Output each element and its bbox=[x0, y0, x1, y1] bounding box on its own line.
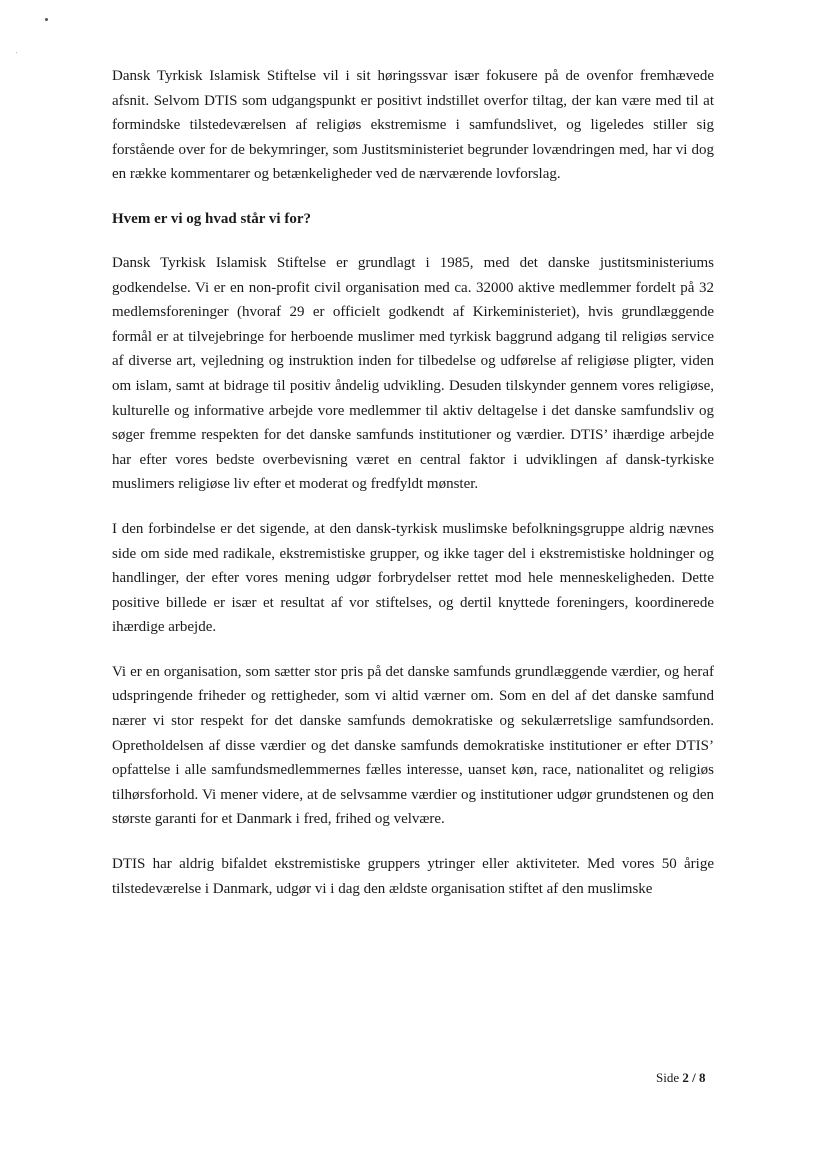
scan-speck bbox=[45, 18, 48, 21]
page-footer bbox=[656, 1070, 706, 1086]
body-paragraph: I den forbindelse er det sigende, at den dansk-tyrkisk muslimske befolkningsgruppe aldrig nævnes side om side med radikale, ekstremistiske grupper, og ikke tager del i ekstremistiske holdninger og handlinger, der efter vores mening udgør forbrydelser rettet mod hele menneskeligheden. Dette positive billede er især et resultat af vor stiftelses, og dertil knyttede foreningers, koordinerede ihærdige arbejde. bbox=[112, 520, 714, 636]
body-paragraph: Dansk Tyrkisk Islamisk Stiftelse er grundlagt i 1985, med det danske justitsministeriums godkendelse. Vi er en non-profit civil organisation med ca. 32000 aktive medlemmer fordelt på 32 medlemsforeninger (hvoraf 29 er officielt godkendt af Kirkeministeriet), hvis grundlæggende formål er at tilvejebringe for herboende muslimer med tyrkisk baggrund adgang til religiøs service af diverse art, vejledning og instruktion inden for tilbedelse og udførelse af religiøse pligter, viden om islam, samt at bidrage til positiv åndelig udvikling. Desuden tilskynder gennem vores religiøse, kulturelle og informative arbejde vore medlemmer til aktiv deltagelse i det danske samfundsliv og søger fremme respekten for det danske samfunds institutioner og værdier. DTIS’ ihærdige arbejde har efter vores bedste overbevisning været en central faktor i udviklingen af dansk-tyrkiske muslimers religiøse liv efter et moderat og fredfyldt mønster. bbox=[112, 254, 714, 493]
page-number: 2 / 8 bbox=[682, 1070, 706, 1085]
intro-paragraph: Dansk Tyrkisk Islamisk Stiftelse vil i sit høringssvar især fokusere på de ovenfor fremhævede afsnit. Selvom DTIS som udgangspunkt er positivt indstillet overfor tiltag, der kan være med til at formindske tilstedeværelsen af religiøs ekstremisme i samfundslivet, og ligeledes stiller sig forstående over for de bekymringer, som Justitsministeriet begrunder lovændringen med, har vi dog en række kommentarer og betænkeligheder ved de nærværende lovforslag. bbox=[112, 68, 714, 183]
document-body bbox=[112, 64, 714, 921]
body-paragraph: Vi er en organisation, som sætter stor pris på det danske samfunds grundlæggende værdier, og heraf udspringende friheder og rettigheder, som vi altid værner om. Som en del af det danske samfund nærer vi stor respekt for det danske samfunds demokratiske og sekulærretslige samfundsorden. Opretholdelsen af disse værdier og det danske samfunds demokratiske institutioner er efter DTIS’ opfattelse i alle samfundsmedlemmernes fælles interesse, uanset køn, race, nationalitet og religiøs tilhørsforhold. Vi mener videre, at de selvsamme værdier og institutioner udgør grundstenen og den største garanti for et Danmark i fred, frihed og velvære. bbox=[112, 663, 714, 828]
section-heading: Hvem er vi og hvad står vi for? bbox=[112, 210, 312, 227]
scan-speck bbox=[16, 52, 17, 53]
body-paragraph: DTIS har aldrig bifaldet ekstremistiske gruppers ytringer eller aktiviteter. Med vores 50 årige tilstedeværelse i Danmark, udgør vi i dag den ældste organisation stiftet af den muslimske bbox=[112, 856, 714, 897]
page-label: Side bbox=[656, 1070, 680, 1085]
